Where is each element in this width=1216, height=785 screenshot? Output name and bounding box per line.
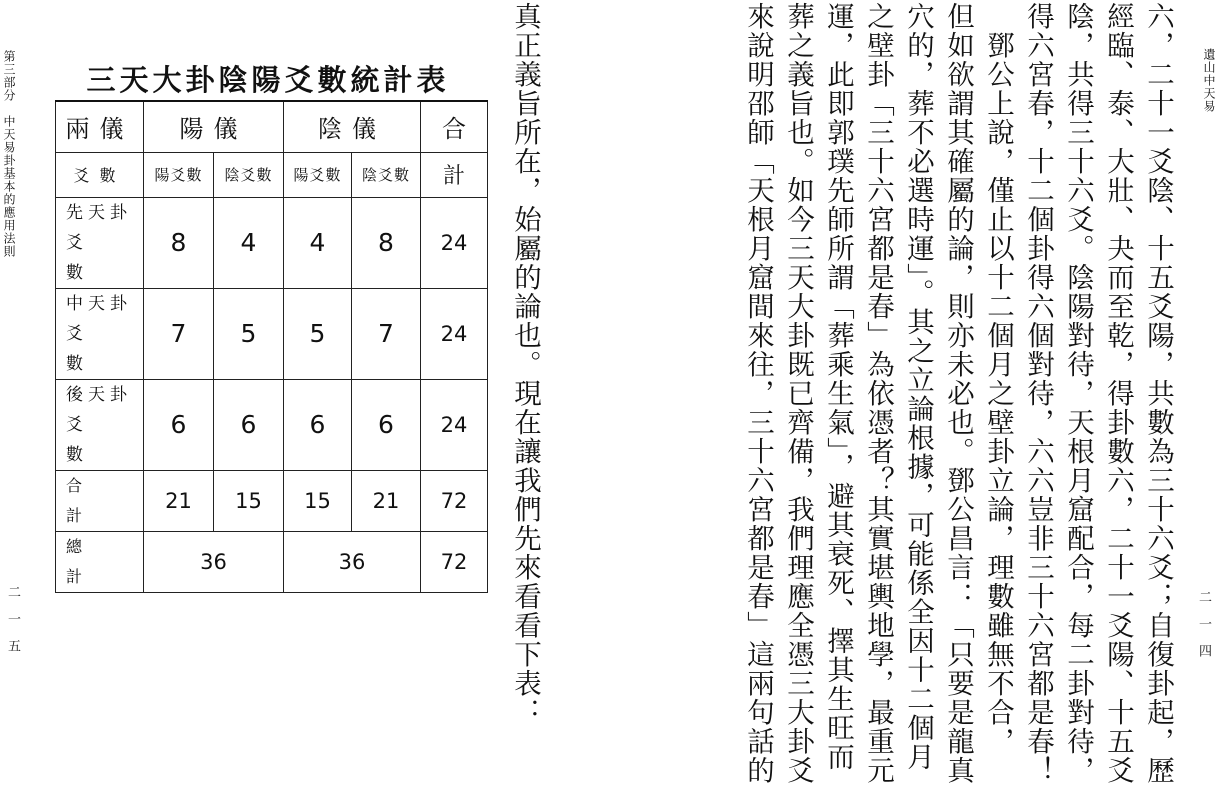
right-margin-text: 遺山中天易 bbox=[1202, 48, 1216, 113]
row-label-grand-total: 總計 bbox=[56, 531, 144, 592]
header-yang-yao-1: 陽爻數 bbox=[144, 152, 214, 197]
table-cell-total: 24 bbox=[421, 379, 488, 470]
table-row-grand-total bbox=[56, 531, 488, 592]
row-label-zhongtian bbox=[56, 288, 144, 379]
header-yaoshu: 爻數 bbox=[56, 152, 144, 197]
table-cell: 6 bbox=[352, 379, 421, 470]
row-label-line-1: 先天卦 bbox=[66, 202, 132, 223]
row-label-line-2: 爻數 bbox=[66, 232, 105, 283]
header-total-bottom: 計 bbox=[421, 152, 488, 197]
text-column: 六，二十一爻陰、十五爻陽，共數為三十六爻；自復卦起，歷 bbox=[1142, 2, 1174, 785]
table-row-houtian bbox=[56, 379, 488, 470]
table-row-zhongtian bbox=[56, 288, 488, 379]
table-title: 三天大卦陰陽爻數統計表 bbox=[86, 63, 450, 97]
right-page bbox=[625, 0, 1216, 785]
table-cell: 4 bbox=[284, 197, 352, 288]
row-label-line-2: 爻數 bbox=[66, 414, 105, 465]
text-column: 經臨、泰、大壯、夬而至乾，得卦數六，二十一爻陽、十五爻 bbox=[1102, 2, 1134, 785]
header-yin-yao-1: 陰爻數 bbox=[214, 152, 284, 197]
table-row-subtotal bbox=[56, 470, 488, 531]
table-cell: 21 bbox=[144, 470, 214, 531]
grand-total-yang: 36 bbox=[144, 531, 284, 592]
text-column: 來說明邵師「天根月窟間來往，三十六宮都是春」這兩句話的 bbox=[742, 2, 774, 785]
text-column: 之壁卦「三十六宮都是春」為依憑者？其實堪輿地學，最重元 bbox=[862, 2, 894, 785]
row-label-line-1: 中天卦 bbox=[66, 293, 132, 314]
grand-total-yin: 36 bbox=[284, 531, 421, 592]
table-header-row-1 bbox=[56, 101, 488, 152]
table-cell: 6 bbox=[144, 379, 214, 470]
row-label-line-2: 爻數 bbox=[66, 323, 105, 374]
right-page-number: 二一四 bbox=[1196, 590, 1211, 671]
table-cell: 4 bbox=[214, 197, 284, 288]
table-cell: 6 bbox=[284, 379, 352, 470]
table-cell: 21 bbox=[352, 470, 421, 531]
text-column: 鄧公上說，僅止以十二個月之壁卦立論，理數雖無不合， bbox=[982, 2, 1014, 756]
header-yin-yao-2: 陰爻數 bbox=[352, 152, 421, 197]
left-page-number: 二一五 bbox=[5, 585, 20, 666]
header-yangyi: 陽儀 bbox=[144, 101, 284, 152]
table-cell-total: 24 bbox=[421, 288, 488, 379]
text-column: 運，此即郭璞先師所謂「葬乘生氣」，避其衰死、擇其生旺而 bbox=[822, 2, 854, 772]
left-body-column: 真正義旨所在，始屬的論也。現在讓我們先來看看下表： bbox=[509, 2, 541, 727]
table-cell-total: 72 bbox=[421, 470, 488, 531]
row-label-xiantian bbox=[56, 197, 144, 288]
table-cell: 15 bbox=[214, 470, 284, 531]
table-cell: 8 bbox=[144, 197, 214, 288]
row-label-line-1: 後天卦 bbox=[66, 384, 132, 405]
text-column: 得六宮春，十二個卦得六個對待，六六豈非三十六宮都是春！ bbox=[1022, 2, 1054, 785]
table-cell: 7 bbox=[352, 288, 421, 379]
text-column: 陰，共得三十六爻。陰陽對待，天根月窟配合，每二卦對待， bbox=[1062, 2, 1094, 785]
grand-total-all: 72 bbox=[421, 531, 488, 592]
left-page bbox=[0, 0, 560, 766]
table-cell: 15 bbox=[284, 470, 352, 531]
text-column: 穴的，葬不必選時運」。其之立論根據，可能係全因十二個月 bbox=[902, 2, 934, 772]
row-label-houtian bbox=[56, 379, 144, 470]
table-cell: 5 bbox=[284, 288, 352, 379]
stats-table bbox=[55, 100, 488, 593]
table-cell-total: 24 bbox=[421, 197, 488, 288]
header-yinyi: 陰儀 bbox=[284, 101, 421, 152]
table-cell: 8 bbox=[352, 197, 421, 288]
text-column: 葬之義旨也。如今三天大卦既已齊備，我們理應全憑三大卦爻 bbox=[782, 2, 814, 785]
table-header-row-2 bbox=[56, 152, 488, 197]
left-margin-text: 第三部分 中天易卦基本的應用法則 bbox=[2, 50, 16, 258]
text-column: 但如欲謂其確屬的論，則亦未必也。鄧公昌言：「只要是龍真 bbox=[942, 2, 974, 785]
table-row-xiantian bbox=[56, 197, 488, 288]
row-label-subtotal: 合計 bbox=[56, 470, 144, 531]
table-cell: 5 bbox=[214, 288, 284, 379]
header-total-top: 合 bbox=[421, 101, 488, 152]
header-yang-yao-2: 陽爻數 bbox=[284, 152, 352, 197]
table-cell: 7 bbox=[144, 288, 214, 379]
table-cell: 6 bbox=[214, 379, 284, 470]
header-liangyi: 兩儀 bbox=[56, 101, 144, 152]
